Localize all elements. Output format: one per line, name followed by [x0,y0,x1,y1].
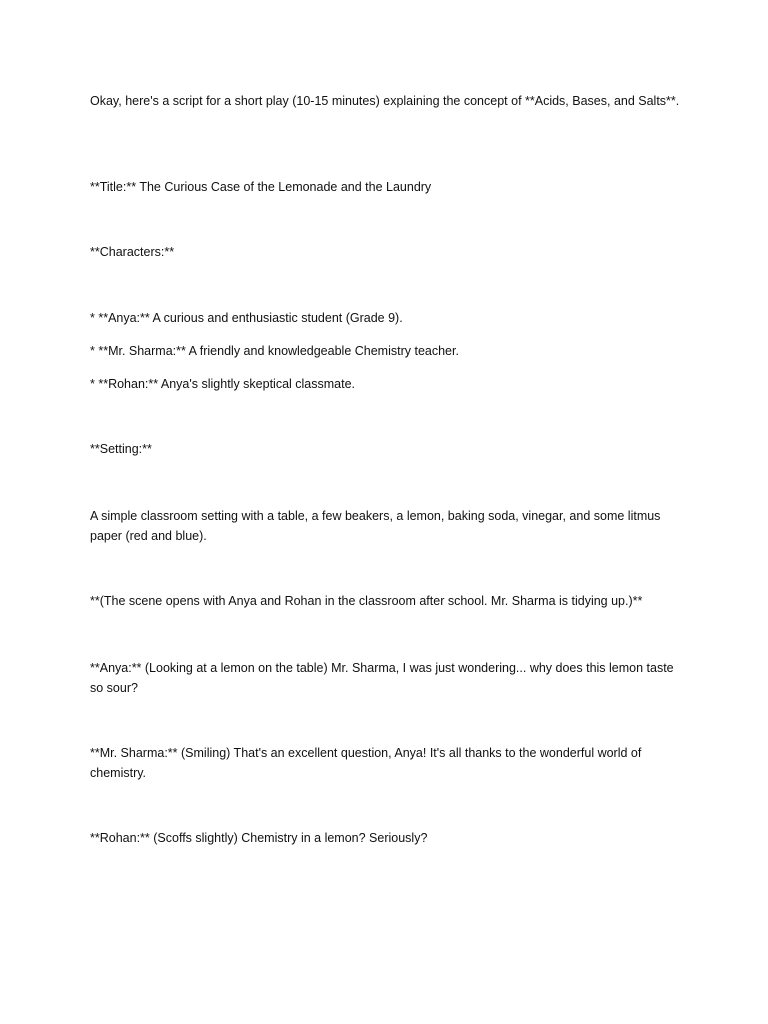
intro-paragraph: Okay, here's a script for a short play (10-15 minutes) explaining the concept of **Acids, Bases, and Salts**. [90,94,680,108]
title-line: **Title:** The Curious Case of the Lemonade and the Laundry [90,180,432,194]
character-rohan: * **Rohan:** Anya's slightly skeptical classmate. [90,377,356,391]
character-anya: * **Anya:** A curious and enthusiastic student (Grade 9). [90,311,403,325]
stage-direction: **(The scene opens with Anya and Rohan in the classroom after school. Mr. Sharma is tidying up.)** [90,594,643,608]
dialogue-rohan: **Rohan:** (Scoffs slightly) Chemistry in a lemon? Seriously? [90,831,428,845]
character-mr-sharma: * **Mr. Sharma:** A friendly and knowledgeable Chemistry teacher. [90,344,459,358]
setting-text: A simple classroom setting with a table, a few beakers, a lemon, baking soda, vinegar, and some litmus paper (red and blue). [90,509,661,543]
setting-heading: **Setting:** [90,442,152,456]
dialogue-anya: **Anya:** (Looking at a lemon on the table) Mr. Sharma, I was just wondering... why does this lemon taste so sour? [90,661,674,695]
dialogue-mr-sharma: **Mr. Sharma:** (Smiling) That's an excellent question, Anya! It's all thanks to the wonderful world of chemistry. [90,746,642,780]
characters-heading: **Characters:** [90,245,175,259]
